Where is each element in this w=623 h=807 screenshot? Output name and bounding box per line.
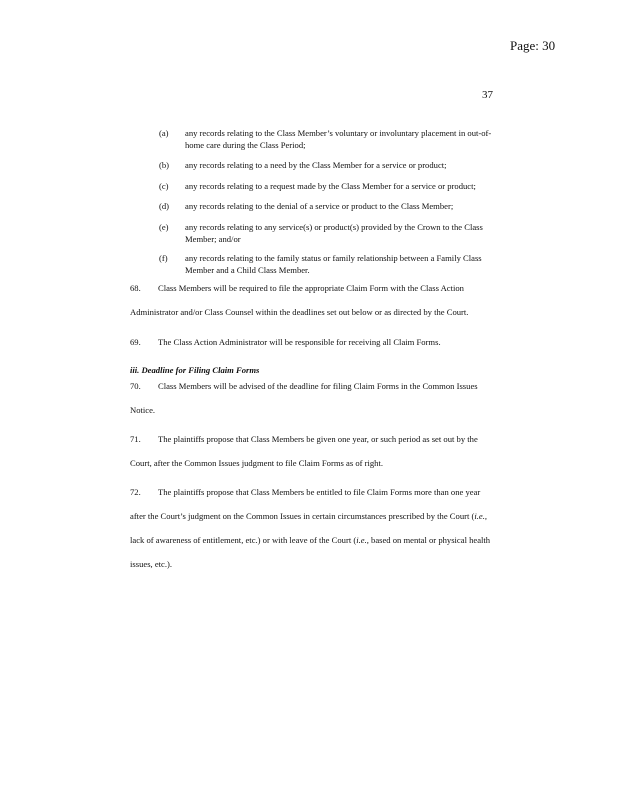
paragraph-text: , lack of awareness of entitlement, etc.) or with leave of the Court ( — [130, 511, 488, 545]
sub-item-label: (b) — [159, 160, 170, 170]
sub-item-text: any records relating to any service(s) or product(s) provided by the Crown to the Class Member; and/or — [185, 222, 483, 244]
paragraph-number: 68. — [130, 283, 141, 293]
paragraph-text: , based on mental or physical health issues, etc.). — [130, 535, 491, 569]
sub-item-text: any records relating to the Class Member’s voluntary or involuntary placement in out-of-home care during the Class Period; — [185, 128, 492, 150]
sub-item-label: (a) — [159, 128, 169, 138]
paragraph-69 — [130, 330, 493, 354]
sub-item-label: (c) — [159, 181, 169, 191]
paragraph-number: 69. — [130, 337, 141, 347]
sub-item-e — [159, 222, 483, 244]
sub-item-label: (f) — [159, 253, 168, 263]
paragraph-text: The plaintiffs propose that Class Members be entitled to file Claim Forms more than one year after the Court’s judgment on the Common Issues in certain circumstances prescribed by the Court ( — [130, 487, 481, 521]
sub-item-text: any records relating to a request made by the Class Member for a service or product; — [185, 181, 476, 191]
page-label: Page: 30 — [510, 38, 556, 53]
paragraph-text: The Class Action Administrator will be responsible for receiving all Claim Forms. — [158, 337, 441, 347]
sub-item-text: any records relating to the family status or family relationship between a Family Class Member and a Child Class Member. — [185, 253, 482, 275]
paragraph-text: The plaintiffs propose that Class Members be given one year, or such period as set out by the Court, after the Common Issues judgment to file Claim Forms as of right. — [130, 434, 478, 468]
paragraph-text: Class Members will be advised of the deadline for filing Claim Forms in the Common Issues Notice. — [130, 381, 478, 415]
paragraph-number: 70. — [130, 381, 141, 391]
sub-item-label: (e) — [159, 222, 169, 232]
sub-item-b — [159, 160, 447, 170]
paragraph-70 — [130, 374, 493, 422]
paragraph-text: Class Members will be required to file the appropriate Claim Form with the Class Action Administrator and/or Class Counsel within the deadlines set out below or as directed by the Court. — [130, 283, 469, 317]
paragraph-68 — [130, 276, 493, 324]
sub-item-label: (d) — [159, 201, 170, 211]
section-heading: iii. Deadline for Filing Claim Forms — [130, 365, 260, 375]
sub-item-f — [159, 253, 482, 275]
sub-item-text: any records relating to the denial of a service or product to the Class Member; — [185, 201, 454, 211]
paragraph-number: 72. — [130, 487, 141, 497]
sub-item-a — [159, 128, 492, 150]
ie-abbreviation: i.e. — [474, 511, 485, 521]
sub-item-text: any records relating to a need by the Class Member for a service or product; — [185, 160, 447, 170]
ie-abbreviation: i.e. — [356, 535, 367, 545]
paragraph-72 — [130, 480, 493, 576]
page-number: 37 — [482, 89, 493, 101]
paragraph-number: 71. — [130, 434, 141, 444]
sub-item-c — [159, 181, 476, 191]
sub-item-d — [159, 201, 454, 211]
paragraph-71 — [130, 427, 493, 475]
